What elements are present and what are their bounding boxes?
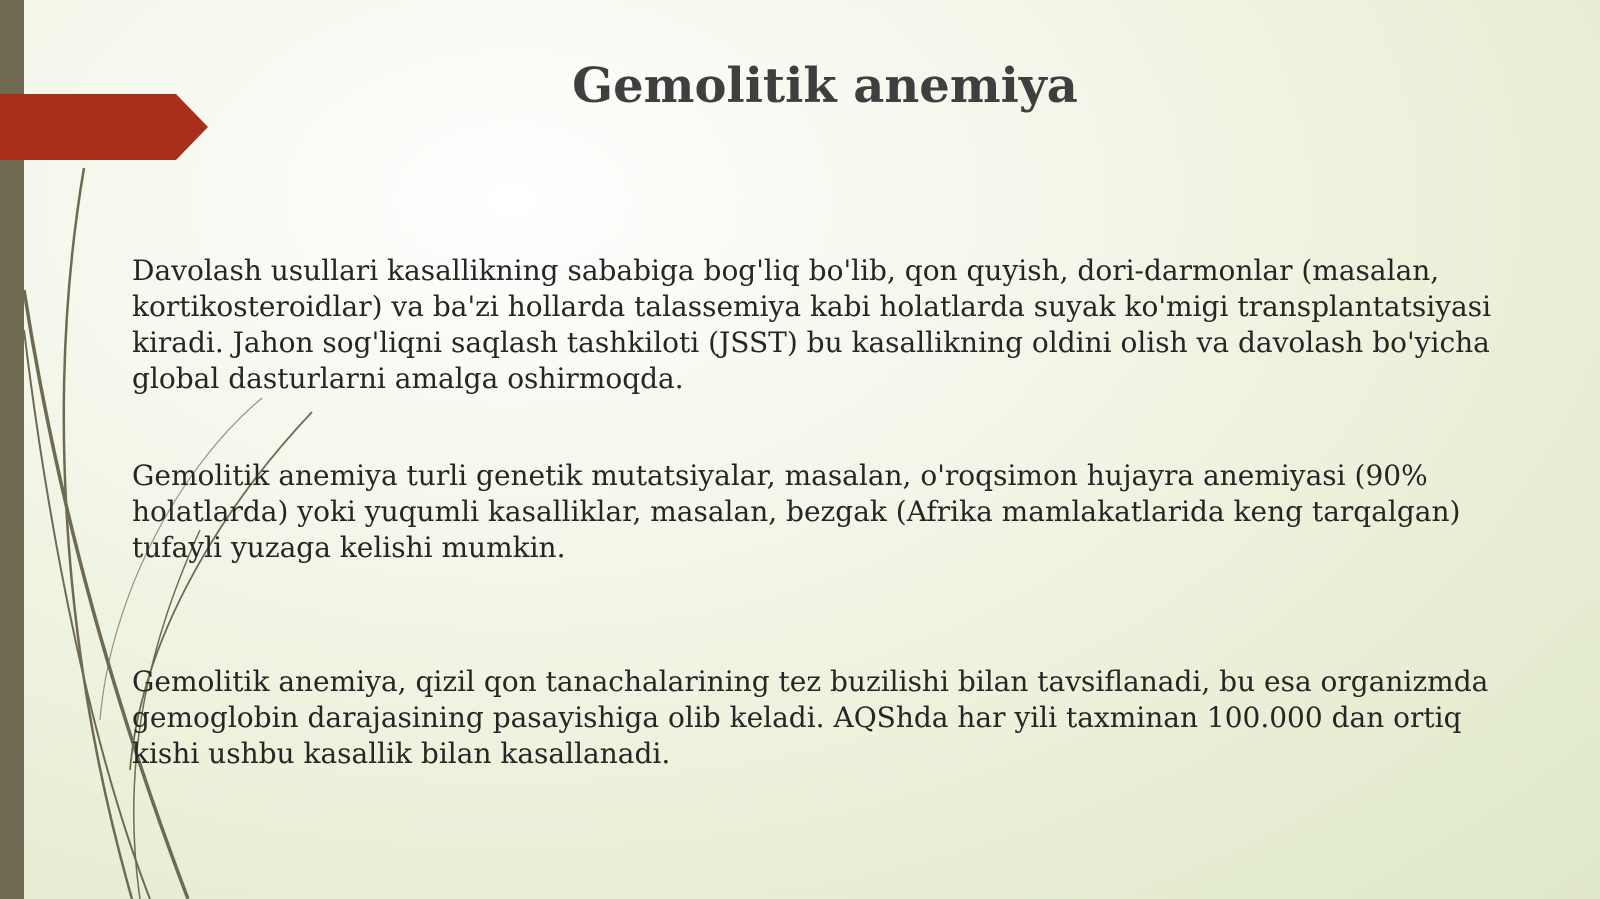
paragraph-definition: Gemolitik anemiya, qizil qon tanachalarining tez buzilishi bilan tavsiflanadi, bu esa organizmda gemoglobin darajasining pasayishiga olib keladi. AQShda har yili taxminan 100.000 dan ortiq kishi ushbu kasallik bilan kasallanadi. (132, 665, 1489, 770)
slide-title: Gemolitik anemiya (572, 58, 1078, 114)
paragraph-treatment: Davolash usullari kasallikning sababiga bog'liq bo'lib, qon quyish, dori-darmonlar (masalan, kortikosteroidlar) va ba'zi hollarda talassemiya kabi holatlarda suyak ko'migi transplantatsiyasi kiradi. Jahon sog'liqni saqlash tashkiloti (JSST) bu kasallikning oldini olish va davolash bo'yicha global dasturlarni amalga oshirmoqda. (132, 254, 1492, 395)
stem-line (64, 168, 132, 899)
stem-line (24, 330, 150, 899)
left-accent-bar (0, 0, 24, 899)
paragraph-causes: Gemolitik anemiya turli genetik mutatsiyalar, masalan, o'roqsimon hujayra anemiyasi (90% holatlarda) yoki yuqumli kasalliklar, masalan, bezgak (Afrika mamlakatlarida keng tarqalgan) tufayli yuzaga kelishi mumkin. (132, 459, 1461, 564)
